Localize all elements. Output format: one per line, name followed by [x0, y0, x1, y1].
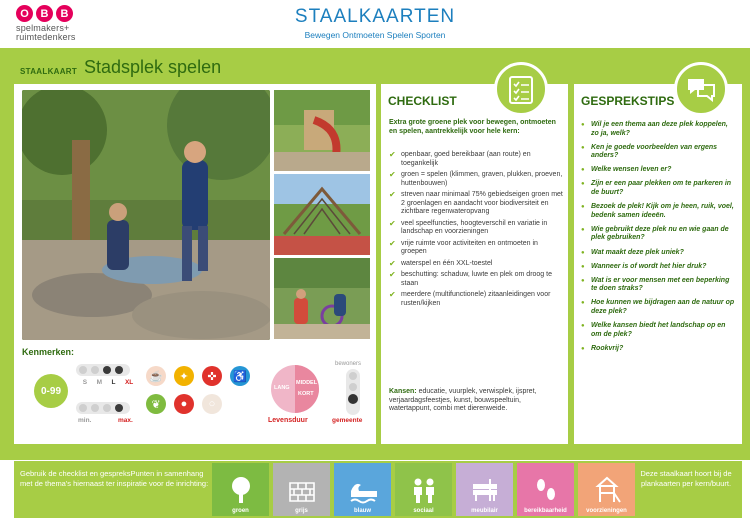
- tip-item: ● Wil je een thema aan deze plek koppelen, zo ja, welk?: [581, 121, 737, 138]
- conversation-tips-panel: [574, 84, 742, 444]
- scale-max-label: max.: [118, 417, 133, 424]
- lifespan-half: [295, 365, 319, 413]
- theme-tile-groen[interactable]: [212, 463, 269, 516]
- size-scale: [76, 364, 130, 376]
- play-icon: ✦: [174, 366, 194, 386]
- theme-label: groen: [232, 508, 249, 514]
- tree-icon: [226, 475, 256, 505]
- playground-photo-swing: [274, 258, 370, 339]
- page-title: STAALKAARTEN: [294, 6, 456, 27]
- opportunities-body: educatie, vuurplek, verwisplek, ijspret, verjaardagsfeestjes, kunst, bouwspeeltuin, watertappunt, combi met dierenweide.: [389, 388, 537, 412]
- size-label-m: M: [96, 379, 102, 386]
- tip-item: ● Wat is er voor mensen met een beperking te doen straks?: [581, 277, 737, 294]
- tip-item: ● Rookvrij?: [581, 345, 737, 354]
- people-icon: [409, 475, 439, 505]
- lifespan-long: LANG: [274, 385, 290, 391]
- playground-icon: [592, 475, 622, 505]
- scale-dot-active: [115, 404, 123, 412]
- nature-icon: ❦: [146, 394, 166, 414]
- wheelchair-icon: ♿: [230, 366, 250, 386]
- water-wave-icon: [348, 475, 378, 505]
- tip-item: ● Welke kansen biedt het landschap op en om de plek?: [581, 322, 737, 339]
- photo-panel: [14, 84, 376, 444]
- lifespan-chart: [271, 365, 319, 413]
- checklist-item: ✔ groen = spelen (klimmen, graven, plukken, proeven, huttenbouwen): [389, 171, 563, 188]
- lifespan-middle: MIDDEL: [296, 380, 318, 386]
- checklist-icon: [494, 62, 548, 116]
- tip-item: ● Wat maakt deze plek uniek?: [581, 249, 737, 258]
- bench-icon: [470, 475, 500, 505]
- size-label-s: S: [82, 379, 88, 386]
- page-subtitle: Bewegen Ontmoeten Spelen Sporten: [304, 30, 446, 40]
- checklist-item: ✔ waterspel en één XXL-toestel: [389, 260, 563, 269]
- checklist-items: [389, 151, 563, 311]
- theme-label: bereikbaarheid: [524, 508, 567, 514]
- checklist-panel: [381, 84, 568, 444]
- theme-tile-blauw[interactable]: [334, 463, 391, 516]
- logo-tagline: spelmakers+ ruimtedenkers: [16, 23, 76, 42]
- scale-dot: [103, 404, 111, 412]
- header: [0, 0, 750, 48]
- tips-heading: GESPREKSTIPS: [581, 94, 675, 108]
- checklist-intro: Extra grote groene plek voor bewegen, ontmoeten en spelen, aantrekkelijk voor hele kern:: [389, 119, 556, 135]
- theme-label: meubilair: [471, 508, 498, 514]
- brick-wall-icon: [287, 475, 317, 505]
- size-scale-labels: [78, 379, 138, 386]
- running-icon: ✜: [202, 366, 222, 386]
- owner-municipality-label: gemeente: [332, 417, 363, 424]
- scale-dot-active: [103, 366, 111, 374]
- speech-bubbles-icon: [686, 76, 716, 102]
- footer-instruction: Gebruik de checklist en gespreksPunten in samenhang met de thema's hiernaast ter inspiratie voor de inrichting:: [20, 469, 209, 488]
- scale-dot: [79, 404, 87, 412]
- scale-dot: [91, 404, 99, 412]
- scale-min-label: min.: [78, 417, 92, 424]
- clipboard-icon: [508, 74, 534, 104]
- playground-photo-climbing-net: [274, 174, 370, 255]
- tip-item: ● Wanneer is of wordt het hier druk?: [581, 263, 737, 272]
- slide-photo-illustration: [274, 90, 370, 171]
- card-title: Stadsplek spelen: [84, 57, 222, 77]
- card-kicker: STAALKAART: [20, 67, 78, 76]
- swing-photo-illustration: [274, 258, 370, 339]
- tip-item: ● Welke wensen leven er?: [581, 166, 737, 175]
- logo-letter: B: [36, 5, 53, 22]
- budget-scale: [76, 402, 130, 414]
- kenmerken-label: Kenmerken:: [22, 347, 75, 357]
- toggle-dot: [349, 383, 357, 391]
- theme-tile-grijs[interactable]: [273, 463, 330, 516]
- toggle-dot-active: [348, 394, 358, 404]
- footer-theme-bar: [14, 461, 742, 518]
- theme-label: voorzieningen: [586, 508, 627, 514]
- opportunities-text: [389, 388, 561, 414]
- theme-tile-bereikbaarheid[interactable]: [517, 463, 574, 516]
- lifespan-title: Levensduur: [268, 417, 308, 424]
- lifespan-short: KORT: [298, 391, 314, 397]
- toggle-dot: [349, 372, 357, 380]
- scale-dot-active: [115, 366, 123, 374]
- eat-icon: ☕: [146, 366, 166, 386]
- scale-dot: [91, 366, 99, 374]
- tip-item: ● Hoe kunnen we bijdragen aan de natuur op deze plek?: [581, 299, 737, 316]
- size-label-l: L: [111, 379, 116, 386]
- theme-tile-voorzieningen[interactable]: [578, 463, 635, 516]
- checklist-item: ✔ streven naar minimaal 75% gebiedseigen groen met 2 groenlagen en aandacht voor biodiversiteit en zichtbare regenwateropvang: [389, 191, 563, 217]
- logo-letter: B: [56, 5, 73, 22]
- size-label-xl: XL: [124, 379, 134, 386]
- scale-dot: [79, 366, 87, 374]
- theme-label: sociaal: [413, 508, 434, 514]
- theme-label: blauw: [353, 508, 371, 514]
- checklist-item: ✔ beschutting: schaduw, luwte en plek om droog te staan: [389, 271, 563, 288]
- tips-icon: [674, 62, 728, 116]
- tip-item: ● Zijn er een paar plekken om te parkeren in de buurt?: [581, 180, 737, 197]
- owner-residents-label: bewoners: [335, 361, 362, 367]
- ownership-toggle: [346, 369, 360, 415]
- main-playground-photo: [22, 90, 270, 340]
- checklist-heading: CHECKLIST: [388, 94, 457, 108]
- tips-list: [581, 121, 737, 359]
- chat-icon: ●: [174, 394, 194, 414]
- theme-tile-sociaal[interactable]: [395, 463, 452, 516]
- theme-tile-meubilair[interactable]: [456, 463, 513, 516]
- checklist-item: ✔ vrije ruimte voor activiteiten en ontmoeten in groepen: [389, 240, 563, 257]
- footer-note: Deze staalkaart hoort bij de plankaarten per kern/buurt.: [640, 469, 732, 488]
- tip-item: ● Bezoek de plek! Kijk om je heen, ruik, voel, bedenk samen ideeën.: [581, 203, 737, 220]
- checklist-item: ✔ openbaar, goed bereikbaar (aan route) en toegankelijk: [389, 151, 563, 168]
- logo-letter: O: [16, 5, 33, 22]
- opportunities-label: Kansen:: [389, 388, 417, 395]
- tip-item: ● Wie gebruikt deze plek nu en wie gaan de plek gebruiken?: [581, 226, 737, 243]
- playground-photo-slide: [274, 90, 370, 171]
- sport-icon: ○: [202, 394, 222, 414]
- theme-label: grijs: [295, 508, 308, 514]
- playground-photo-illustration: [22, 90, 270, 340]
- age-range-badge: 0-99: [34, 374, 68, 408]
- climbing-photo-illustration: [274, 174, 370, 255]
- checklist-item: ✔ meerdere (multifunctionele) zitaanleidingen voor rusten/kijken: [389, 291, 563, 308]
- tip-item: ● Ken je goede voorbeelden van ergens anders?: [581, 144, 737, 161]
- footsteps-icon: [531, 475, 561, 505]
- checklist-item: ✔ veel speelfuncties, hoogteverschil en variatie in landschap en voorzieningen: [389, 220, 563, 237]
